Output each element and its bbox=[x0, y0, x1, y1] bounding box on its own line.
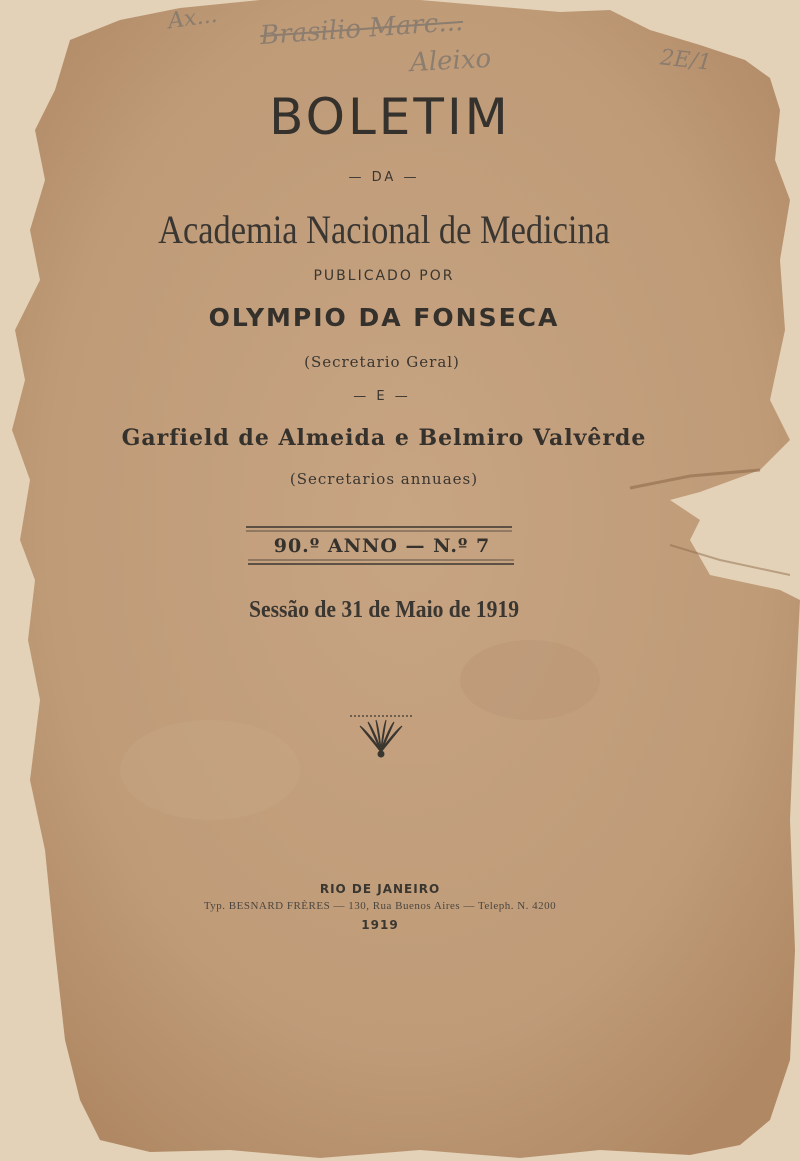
institution-name: Academia Nacional de Medicina bbox=[158, 207, 610, 252]
co-editors: Garfield de Almeida e Belmiro Valvêrde bbox=[121, 425, 647, 451]
handwritten-note: Ax... bbox=[166, 2, 219, 35]
publication-city: RIO DE JANEIRO bbox=[319, 882, 441, 896]
session-date: Sessão de 31 de Maio de 1919 bbox=[249, 597, 519, 623]
editor-role: (Secretario Geral) bbox=[304, 353, 460, 371]
handwritten-note: Aleixo bbox=[409, 43, 492, 79]
handwritten-note: 2E/1 bbox=[658, 45, 713, 76]
handwritten-note: Brasilio Marc... bbox=[259, 6, 464, 52]
publication-year: 1919 bbox=[361, 918, 399, 932]
issue-number: 90.º ANNO — N.º 7 bbox=[273, 535, 491, 557]
editor-name: OLYMPIO DA FONSECA bbox=[208, 303, 560, 332]
document-title: BOLETIM bbox=[269, 88, 511, 146]
conjunction: — E — bbox=[353, 389, 411, 404]
printer-info: Typ. BESNARD FRÈRES — 130, Rua Buenos Aires — Teleph. N. 4200 bbox=[203, 900, 557, 912]
da-connector: — DA — bbox=[348, 170, 420, 185]
co-editors-role: (Secretarios annuaes) bbox=[289, 470, 479, 488]
published-by-label: PUBLICADO POR bbox=[313, 268, 455, 284]
